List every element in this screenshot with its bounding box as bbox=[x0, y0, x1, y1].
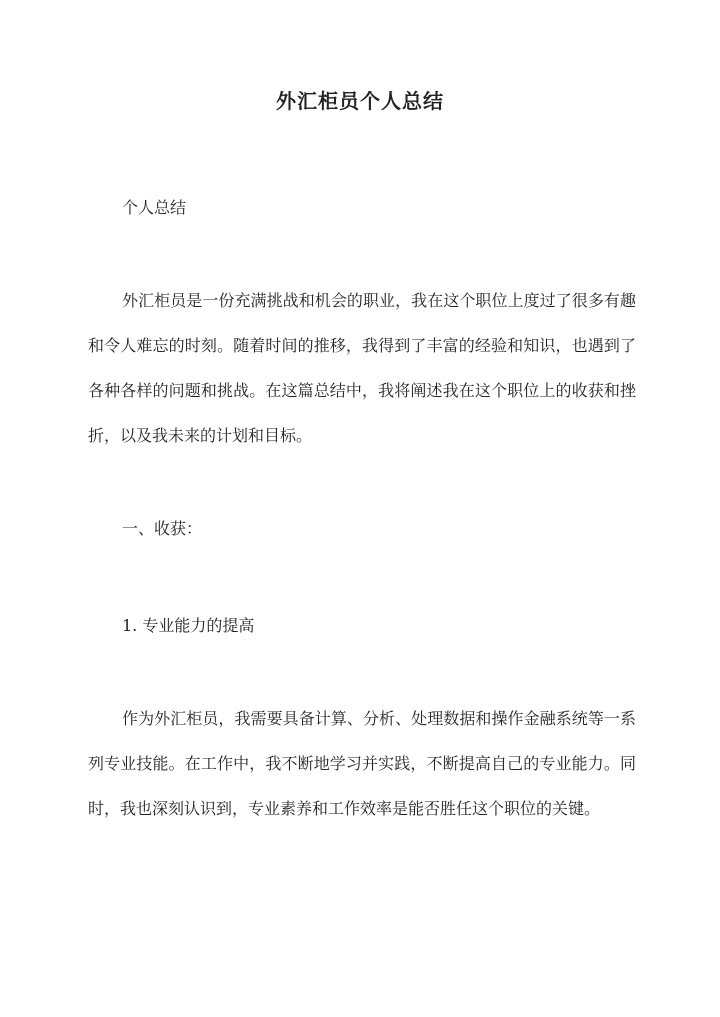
document-title: 外汇柜员个人总结 bbox=[276, 89, 444, 113]
heading-professional-skill: 1. 专业能力的提高 bbox=[122, 616, 255, 635]
intro-paragraph: 外汇柜员是一份充满挑战和机会的职业，我在这个职位上度过了很多有趣和令人难忘的时刻。随着时间的推移，我得到了丰富的经验和知识，也遇到了各种各样的问题和挑战。在这篇总结中，我将阐述我在这个职位上的收获和挫折，以及我未来的计划和目标。 bbox=[88, 291, 636, 445]
skill-paragraph: 作为外汇柜员，我需要具备计算、分析、处理数据和操作金融系统等一系列专业技能。在工作中，我不断地学习并实践，不断提高自己的专业能力。同时，我也深刻认识到，专业素养和工作效率是能否胜任这个职位的关键。 bbox=[88, 709, 636, 818]
heading-gains: 一、收获： bbox=[122, 519, 203, 538]
section-label-personal-summary: 个人总结 bbox=[122, 198, 187, 217]
